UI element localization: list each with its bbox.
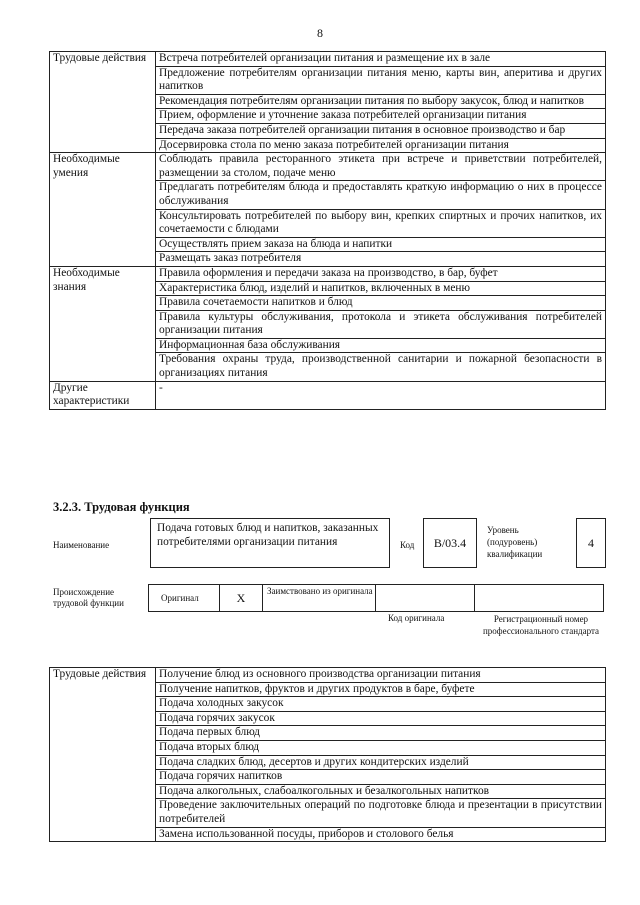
item-cell: - bbox=[156, 381, 606, 409]
function-code-value: В/03.4 bbox=[423, 518, 477, 568]
section-title: 3.2.3. Трудовая функция bbox=[53, 500, 190, 514]
item-cell: Размещать заказ потребителя bbox=[156, 252, 606, 267]
item-cell: Характеристика блюд, изделий и напитков, включенных в меню bbox=[156, 281, 606, 296]
category-cell: Другие характеристики bbox=[50, 381, 156, 409]
code-original-label: Код оригинала bbox=[388, 613, 445, 623]
table-row bbox=[50, 381, 606, 409]
original-code-cell bbox=[375, 584, 475, 612]
table1-body bbox=[50, 52, 606, 410]
item-cell: Информационная база обслуживания bbox=[156, 338, 606, 353]
labor-function-details-table bbox=[49, 51, 606, 410]
item-cell: Получение напитков, фруктов и других продуктов в баре, буфете bbox=[156, 682, 606, 697]
level-label: Уровень (подуровень) квалификации bbox=[487, 525, 543, 559]
item-cell: Требования охраны труда, производственной санитарии и пожарной безопасности в организациях питания bbox=[156, 353, 606, 381]
item-cell: Досервировка стола по меню заказа потребителей организации питания bbox=[156, 138, 606, 153]
reg-number-label: Регистрационный номер профессионального стандарта bbox=[482, 614, 600, 636]
item-cell: Правила сочетаемости напитков и блюд bbox=[156, 296, 606, 311]
category-cell: Необходимые знания bbox=[50, 266, 156, 381]
category-cell: Необходимые умения bbox=[50, 153, 156, 267]
item-cell: Соблюдать правила ресторанного этикета при встрече и приветствии потребителей, размещении за столом, подаче меню bbox=[156, 153, 606, 181]
level-value: 4 bbox=[576, 518, 606, 568]
category-cell: Трудовые действия bbox=[50, 668, 156, 842]
original-mark: X bbox=[219, 584, 263, 612]
table2-body bbox=[50, 668, 606, 842]
item-cell: Встреча потребителей организации питания и размещение их в зале bbox=[156, 52, 606, 67]
category-cell: Трудовые действия bbox=[50, 52, 156, 153]
code-label: Код bbox=[400, 540, 415, 550]
item-cell: Передача заказа потребителей организации питания в основное производство и бар bbox=[156, 123, 606, 138]
item-cell: Получение блюд из основного производства организации питания bbox=[156, 668, 606, 683]
item-cell: Предложение потребителям организации питания меню, карты вин, аперитива и других напитков bbox=[156, 66, 606, 94]
reg-number-cell bbox=[474, 584, 604, 612]
item-cell: Консультировать потребителей по выбору вин, крепких спиртных и прочих напитков, их сочетаемости с блюдами bbox=[156, 209, 606, 237]
item-cell: Рекомендация потребителям организации питания по выбору закусок, блюд и напитков bbox=[156, 94, 606, 109]
item-cell: Прием, оформление и уточнение заказа потребителей организации питания bbox=[156, 109, 606, 124]
item-cell: Осуществлять прием заказа на блюда и напитки bbox=[156, 237, 606, 252]
table-row bbox=[50, 153, 606, 181]
item-cell: Правила культуры обслуживания, протокола и этикета обслуживания потребителей организации питания bbox=[156, 310, 606, 338]
item-cell: Проведение заключительных операций по подготовке блюда и презентации в присутствии потребителей bbox=[156, 799, 606, 827]
item-cell: Подача алкогольных, слабоалкогольных и безалкогольных напитков bbox=[156, 784, 606, 799]
item-cell: Замена использованной посуды, приборов и столового белья bbox=[156, 827, 606, 842]
item-cell: Предлагать потребителям блюда и предоставлять краткую информацию о них в процессе обслуживания bbox=[156, 181, 606, 209]
item-cell: Подача горячих закусок bbox=[156, 711, 606, 726]
origin-label: Происхождение трудовой функции bbox=[53, 587, 124, 608]
origin-row bbox=[149, 584, 604, 612]
item-cell: Подача вторых блюд bbox=[156, 740, 606, 755]
table-row bbox=[50, 266, 606, 281]
table-row bbox=[50, 52, 606, 67]
item-cell: Подача холодных закусок bbox=[156, 697, 606, 712]
item-cell: Подача горячих напитков bbox=[156, 770, 606, 785]
item-cell: Подача первых блюд bbox=[156, 726, 606, 741]
labor-actions-table bbox=[49, 667, 606, 842]
original-label: Оригинал bbox=[148, 584, 220, 612]
borrowed-label: Заимствовано из оригинала bbox=[262, 584, 376, 612]
item-cell: Подача сладких блюд, десертов и других кондитерских изделий bbox=[156, 755, 606, 770]
item-cell: Правила оформления и передачи заказа на производство, в бар, буфет bbox=[156, 266, 606, 281]
function-name-value: Подача готовых блюд и напитков, заказанных потребителями организации питания bbox=[150, 518, 390, 568]
page-number: 8 bbox=[317, 26, 323, 40]
table-row bbox=[50, 668, 606, 683]
name-label: Наименование bbox=[53, 540, 110, 550]
